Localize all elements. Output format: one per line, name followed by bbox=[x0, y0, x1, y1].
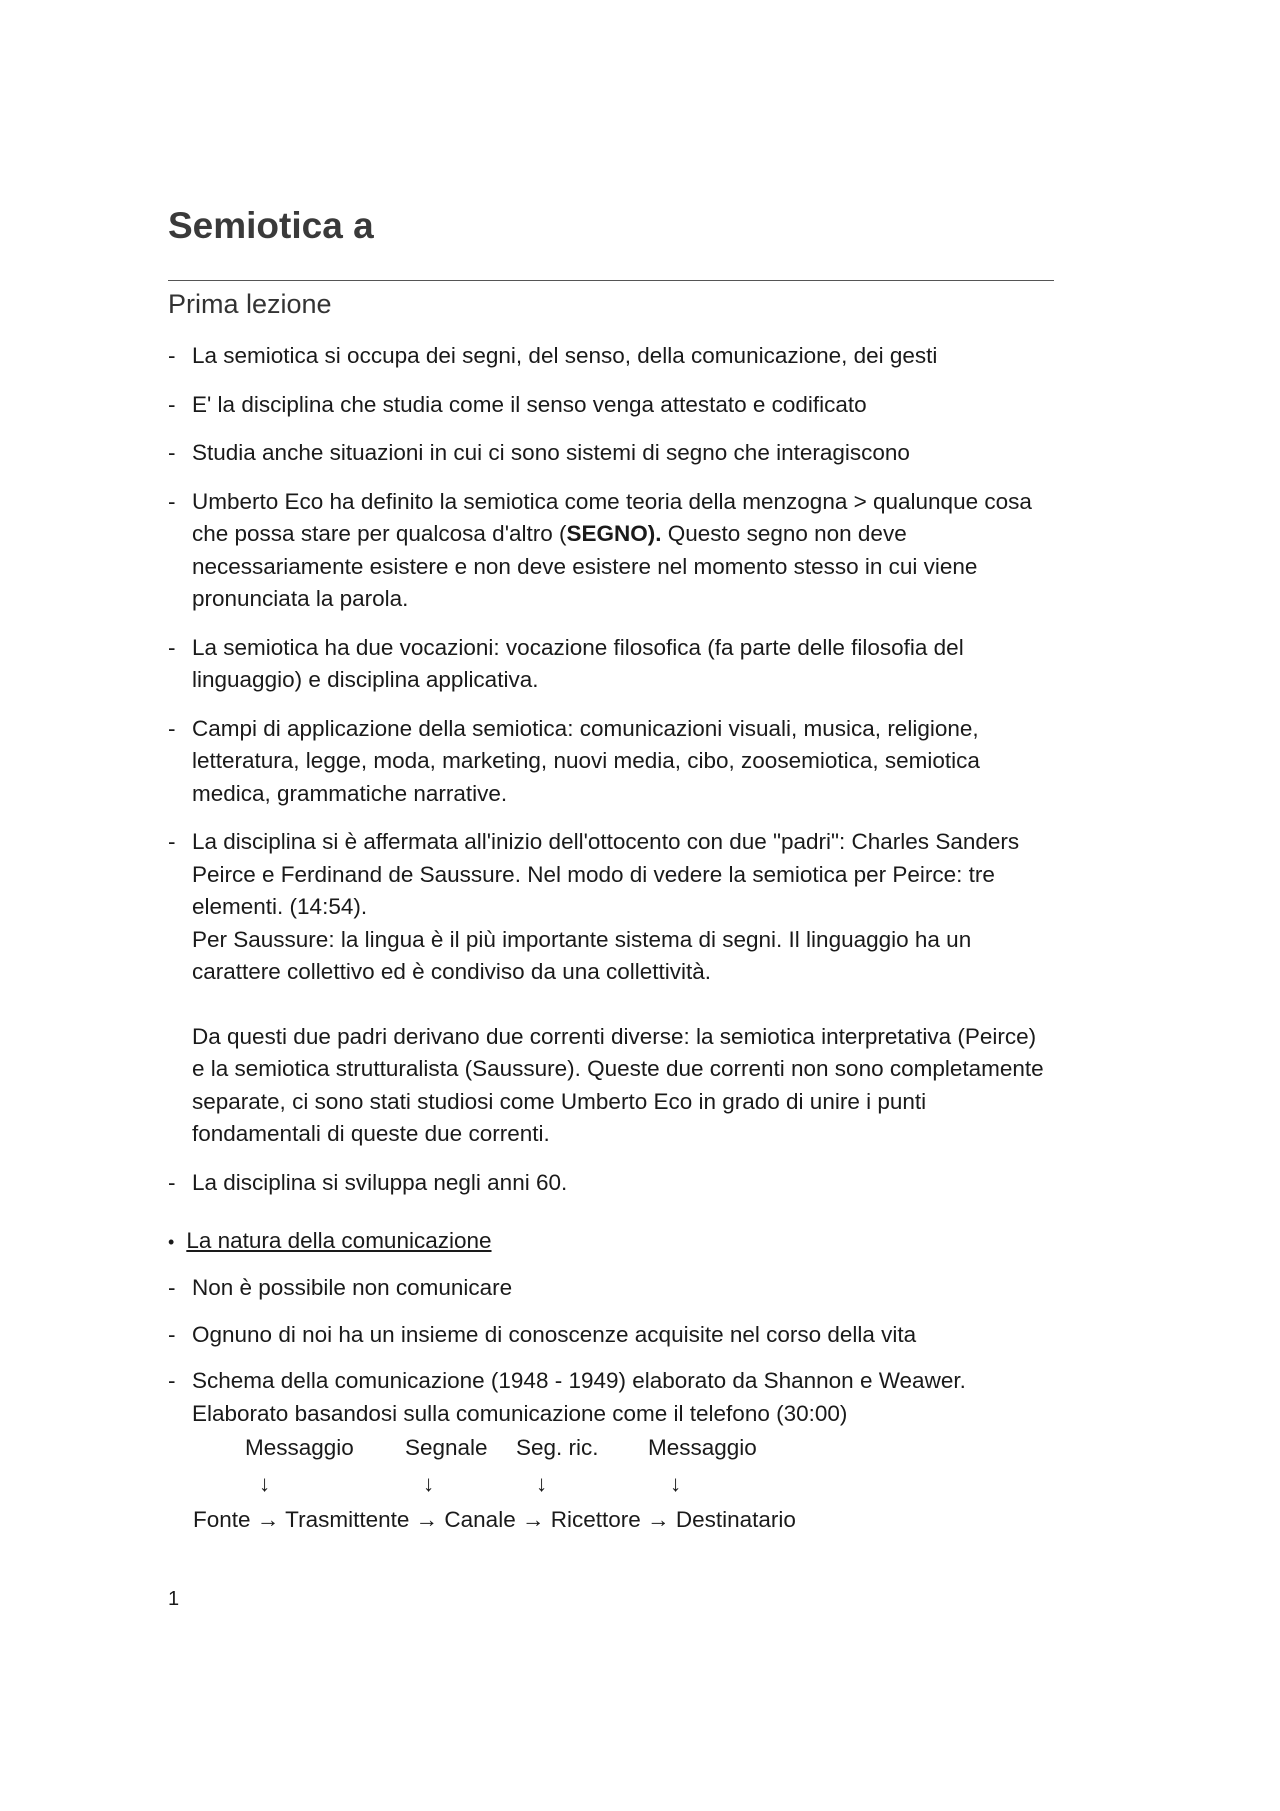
bullet-list-2 bbox=[168, 1272, 1048, 1444]
section-title: Prima lezione bbox=[168, 289, 332, 319]
bullet-dash: - bbox=[168, 715, 176, 741]
bullet-dash: - bbox=[168, 391, 176, 417]
diagram-labels-row bbox=[193, 1432, 853, 1468]
down-arrow-icon: ↓ bbox=[536, 1471, 548, 1496]
list-item bbox=[168, 486, 1048, 616]
right-arrow-icon: → bbox=[521, 1507, 545, 1532]
bullet-dash: - bbox=[168, 1368, 176, 1393]
down-arrow-icon: ↓ bbox=[670, 1471, 682, 1496]
diagram-label: Messaggio bbox=[648, 1435, 757, 1460]
right-arrow-icon: → bbox=[647, 1507, 670, 1532]
diagram-node: Trasmittente bbox=[285, 1507, 410, 1532]
down-arrow-icon: ↓ bbox=[259, 1471, 271, 1496]
bullet-list bbox=[168, 340, 1048, 1215]
bullet-dash: - bbox=[168, 1275, 176, 1300]
list-item bbox=[168, 340, 1048, 373]
list-item bbox=[168, 437, 1048, 470]
diagram-node: Fonte bbox=[193, 1507, 251, 1532]
list-item bbox=[168, 1272, 1048, 1305]
bullet-dash: - bbox=[168, 343, 176, 368]
bullet-dash: - bbox=[168, 488, 176, 514]
right-arrow-icon: → bbox=[256, 1507, 280, 1532]
down-arrow-icon: ↓ bbox=[423, 1471, 435, 1496]
right-arrow-icon: → bbox=[415, 1507, 439, 1532]
text-segment: Questo segno non deve necessariamente esistere e non deve esistere nel momento stesso in cui viene pronunciata la parola. bbox=[192, 521, 978, 611]
title-divider bbox=[168, 280, 1054, 281]
list-item bbox=[168, 1167, 1048, 1200]
diagram-label: Seg. ric. bbox=[516, 1435, 599, 1460]
list-item-text: Non è possibile non comunicare bbox=[192, 1275, 513, 1300]
bold-term: SEGNO). bbox=[566, 521, 662, 546]
list-item-text: La semiotica si occupa dei segni, del senso, della comunicazione, dei gesti bbox=[192, 343, 938, 368]
list-item-text: La disciplina si sviluppa negli anni 60. bbox=[192, 1169, 568, 1195]
list-item bbox=[168, 1319, 1048, 1352]
list-item-text: E' la disciplina che studia come il senso venga attestato e codificato bbox=[192, 391, 867, 417]
subsection-heading bbox=[168, 1225, 492, 1258]
diagram-arrows-row bbox=[193, 1468, 853, 1504]
list-item bbox=[168, 713, 1048, 811]
list-item-text: Studia anche situazioni in cui ci sono sistemi di segno che interagiscono bbox=[192, 440, 910, 465]
communication-diagram bbox=[193, 1432, 853, 1540]
list-item bbox=[168, 632, 1048, 697]
list-item bbox=[168, 389, 1048, 422]
diagram-label: Segnale bbox=[405, 1435, 488, 1460]
bullet-dot: • bbox=[168, 1232, 175, 1252]
text-segment: Umberto Eco ha definito la semiotica come teoria della menzogna > qualunque cosa che possa stare per qualcosa d'altro ( bbox=[192, 488, 1032, 546]
list-item-text: Campi di applicazione della semiotica: comunicazioni visuali, musica, religione, letteratura, legge, moda, marketing, nuovi media, cibo, zoosemiotica, semiotica medica, grammatiche narrative. bbox=[192, 715, 980, 806]
page-title: Semiotica a bbox=[168, 205, 374, 246]
diagram-node: Canale bbox=[444, 1507, 516, 1532]
bullet-dash: - bbox=[168, 440, 176, 465]
bullet-dash: - bbox=[168, 1321, 176, 1347]
list-item-text: La semiotica ha due vocazioni: vocazione filosofica (fa parte delle filosofia del linguaggio) e disciplina applicativa. bbox=[192, 634, 964, 692]
list-item bbox=[168, 826, 1048, 1151]
list-item bbox=[168, 1365, 1048, 1430]
bullet-dash: - bbox=[168, 634, 176, 660]
page-number: 1 bbox=[168, 1588, 180, 1610]
list-item-text: Per Saussure: la lingua è il più importante sistema di segni. Il linguaggio ha un carattere collettivo ed è condiviso da una collettività. bbox=[192, 926, 972, 984]
list-item-text: Da questi due padri derivano due correnti diverse: la semiotica interpretativa (Peirce) e la semiotica strutturalista (Saussure). Queste due correnti non sono completamente separate, ci sono stati studiosi come Umberto Eco in grado di unire i punti fondamentali di queste due correnti. bbox=[192, 1023, 1044, 1146]
bullet-dash: - bbox=[168, 829, 176, 854]
list-item-text: La disciplina si è affermata all'inizio dell'ottocento con due "padri": Charles Sanders Peirce e Ferdinand de Saussure. Nel modo di vedere la semiotica per Peirce: tre elementi. (14:54). bbox=[192, 829, 1020, 919]
list-item-text: Schema della comunicazione (1948 - 1949) elaborato da Shannon e Weawer. Elaborato basandosi sulla comunicazione come il telefono (30:00) bbox=[192, 1368, 966, 1426]
diagram-label: Messaggio bbox=[245, 1435, 354, 1460]
list-item-text: Ognuno di noi ha un insieme di conoscenze acquisite nel corso della vita bbox=[192, 1321, 917, 1347]
diagram-flow bbox=[193, 1504, 796, 1536]
diagram-node: Destinatario bbox=[675, 1507, 796, 1532]
diagram-flow-row bbox=[193, 1504, 853, 1540]
bullet-dash: - bbox=[168, 1169, 176, 1195]
subsection-title: La natura della comunicazione bbox=[186, 1228, 492, 1253]
diagram-node: Ricettore bbox=[550, 1507, 641, 1532]
list-item-text bbox=[192, 486, 1048, 616]
